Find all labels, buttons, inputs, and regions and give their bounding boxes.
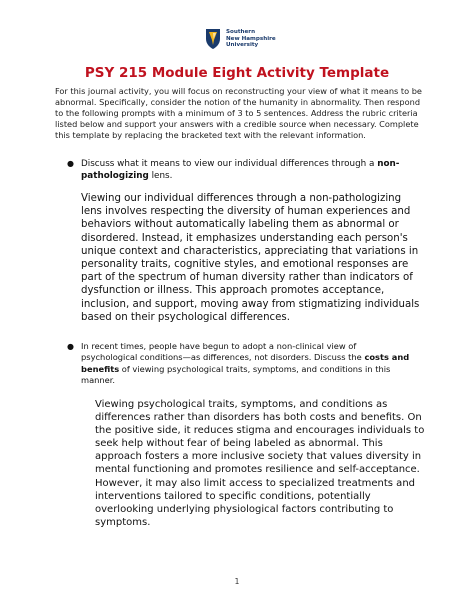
logo-line-3: University: [226, 42, 259, 49]
bullet-icon: ●: [67, 159, 74, 168]
logo-line-2: New Hampshire: [226, 35, 276, 42]
prompt-2-text-start: In recent times, people have begun to adopt a non-clinical view of psychological conditions—as differences, not disorders. Discuss the: [81, 341, 365, 363]
logo-wordmark: [226, 29, 276, 48]
answer-2: Viewing psychological traits, symptoms, and conditions as differences rather than disorders has both costs and benefits. On the positive side, it reduces stigma and encourages individuals to seek help without fear of being labeled as abnormal. This approach fosters a more inclusive society that values diversity in mental functioning and promotes resilience and self-acceptance. However, it may also limit access to specialized treatments and interventions tailored to specific conditions, potentially overlooking underlying physiological factors contributing to symptoms.: [95, 399, 425, 528]
prompt-2: [67, 341, 412, 387]
prompt-1-bold-term: non-pathologizing: [81, 159, 400, 181]
answer-1: Viewing our individual differences through a non-pathologizing lens involves respecting the diversity of human experiences and behaviors without automatically labeling them as abnormal or disordered. Instead, it emphasizes understanding each person's unique context and characteristics, appreciating that variations in personality traits, cognitive styles, and emotional responses are part of the spectrum of human diversity rather than indicators of dysfunction or illness. This approach promotes acceptance, inclusion, and support, moving away from stigmatizing individuals based on their psychological differences.: [81, 193, 420, 323]
prompt-1: [67, 158, 412, 182]
bullet-icon: ●: [67, 342, 74, 351]
prompt-2-bold-term: costs and benefits: [81, 352, 410, 374]
document-title: PSY 215 Module Eight Activity Template: [84, 65, 390, 81]
prompt-1-text-end: lens.: [148, 171, 173, 181]
prompt-1-text-start: Discuss what it means to view our individual differences through a: [81, 159, 378, 169]
logo-line-1: Southern: [226, 29, 256, 36]
page-number: 1: [234, 577, 240, 586]
university-logo: [205, 28, 276, 50]
shield-icon: [205, 28, 221, 50]
prompt-2-text: [81, 341, 412, 387]
prompt-1-text: [81, 158, 412, 182]
prompt-2-text-end: of viewing psychological traits, symptoms, and conditions in this manner.: [81, 363, 391, 386]
intro-paragraph: For this journal activity, you will focus on reconstructing your view of what it means to be abnormal. Specifically, consider the notion of the humanity in abnormality. Then respond to the following prompts with a minimum of 3 to 5 sentences. Address the rubric criteria listed below and support your answers with a credible source when necessary. Complete this template by replacing the bracketed text with the relevant information.: [55, 86, 422, 141]
